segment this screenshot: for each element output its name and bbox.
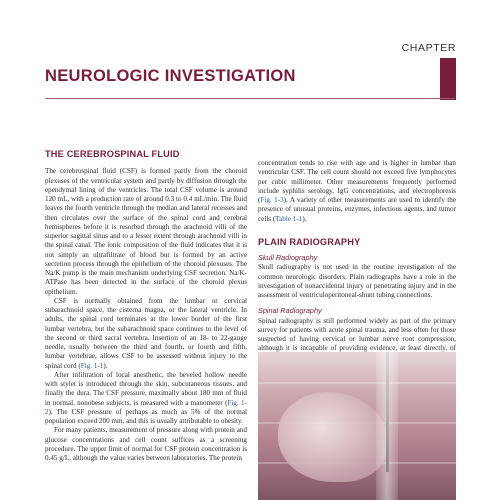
chapter-title: NEUROLOGIC INVESTIGATION [45, 67, 296, 85]
subheading-skull: Skull Radiography [258, 253, 318, 262]
paragraph: For many patients, measurement of pressure along with protein and glucose concentrations and cell count suffices as a screening procedure. The upper limit of normal for CSF protein concentration is 0.45 g/L, although the value varies between laboratories. The protein [45, 426, 247, 462]
paragraph: concentration tends to rise with age and is higher in lumbar than ventricular CSF. The cell count should not exceed five lymphocytes per cubic millimeter. Other measurements frequently performed include syphilis serology, IgG concentrations, and electrophoresis (Fig. 1-3). A variety of other measurements are used to identify the presence of unusual proteins, enzymes, infectious agents, and tumor cells (Table 1-1). [258, 159, 457, 223]
figure-link[interactable]: Fig. 1-2 [45, 398, 248, 416]
needle [386, 352, 389, 472]
section-heading-radiography: PLAIN RADIOGRAPHY [258, 236, 361, 247]
left-column [45, 150, 247, 463]
figure-link[interactable]: Fig. 1-1 [80, 361, 104, 370]
paragraph: After infiltration of local anesthetic, the beveled hollow needle with stylet is introduced through the skin, subcutaneous tissues, and finally the dura. The CSF pressure, maximally about 180 mm of fluid in normal, nonobese subjects, is measured with a manometer (Fig. 1-2). The CSF pressure of perhaps as much as 5% of the normal population exceed 200 mm, and this is usually attributable to obesity. [45, 370, 248, 425]
right-column [258, 159, 456, 372]
title-rule [45, 98, 455, 99]
gloved-hand [278, 392, 388, 482]
subheading-spinal: Spinal Radiography [258, 306, 322, 316]
paragraph: Spinal radiography is still performed widely as part of the primary survey for patients with acute spinal trauma, and less often for those suspected of having cervical or lumbar nerve root compression, although it is incapable of providing evidence, at least directly, of [258, 316, 456, 353]
paragraph: The cerebrospinal fluid (CSF) is formed partly from the choroid plexuses of the ventricular system and partly by diffusion through the ependymal lining of the ventricles. The total CSF volume is around 120 mL, with a production rate of around 0.3 to 0.4 mL/min. The fluid leaves the fourth ventricle through the median and lateral recesses and then circulates over the surface of the spinal cord and cerebral hemispheres before it is resorbed through the arachnoid villi of the superior sagittal sinus and to a lesser extent through arachnoid villi in the spinal canal. The ionic composition of the fluid indicates that it is not simply an ultrafiltrate of blood but is formed by an active secretion process through the epithelium of the choroid plexuses. The Na/K pump is the main mechanism underlying CSF secretion. Na/K-ATPase has been detected in the surface of the choroid plexus epithelium. [45, 167, 247, 296]
chapter-label: CHAPTER [401, 42, 456, 54]
paragraph: Skull radiography is not used in the routine investigation of the common neurologic disorders. Plain radiographs have a role in the investigation of nonaccidental injury or penetrating injury and in the assessment of ventriculoperitoneal-shunt tubing connections. [258, 263, 456, 299]
table-link[interactable]: Table 1-1 [275, 214, 303, 223]
figure-link[interactable]: Fig. 1-3 [260, 196, 284, 204]
paragraph: CSF is normally obtained from the lumbar or cervical subarachnoid space, the cisterna magna, or the lateral ventricle. In adults, the spinal cord terminates at the lower border of the first lumbar vertebra, but the subarachnoid space continues to the level of the second or third sacral vertebra. Insertion of an 18- to 22-gauge needle, usually between the third and fourth, or fourth and fifth, lumbar vertebrae, allows CSF to be assessed without injury to the spinal cord (Fig. 1-1). [45, 296, 247, 370]
chapter-number [440, 58, 456, 100]
lumbar-puncture-photo [258, 352, 456, 500]
section-heading-csf: THE CEREBROSPINAL FLUID [45, 149, 180, 159]
